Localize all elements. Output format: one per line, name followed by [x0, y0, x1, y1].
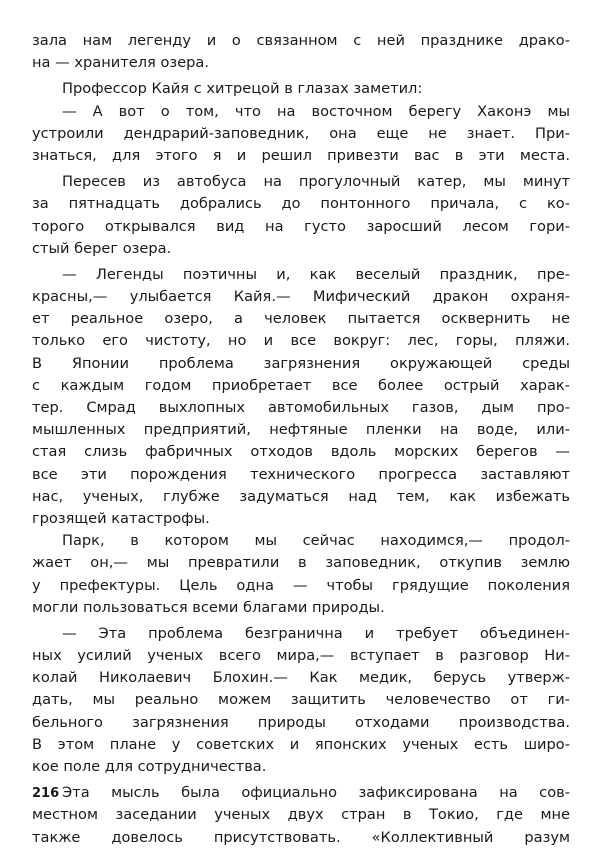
text-line: торого открывался вид на густо заросший лесом гори- [32, 217, 570, 235]
text-line: у префектуры. Цель одна — чтобы грядущие поколения [32, 576, 570, 594]
paragraph [32, 623, 570, 778]
text-line: также довелось присутствовать. «Коллективный разум [32, 828, 570, 846]
text-line: мышленных предприятий, нефтяные пленки на воде, или- [32, 421, 570, 439]
text-line: местном заседании ученых двух стран в Токио, где мне [32, 806, 570, 824]
page-body [32, 30, 570, 849]
text-line: все эти порождения технического прогресса заставляют [32, 465, 570, 483]
text-line: ных усилий ученых всего мира,— вступает в разговор Ни- [32, 647, 570, 665]
text-line: знаться, для этого я и решил привезти вас в эти места. [32, 146, 570, 164]
text-line: В этом плане у советских и японских ученых есть широ- [32, 735, 570, 753]
text-line: Пересев из автобуса на прогулочный катер, мы минут [62, 173, 570, 191]
text-line: ет реальное озеро, а человек пытается осквернить не [32, 310, 570, 328]
text-line: жает он,— мы превратили в заповедник, откупив землю [32, 554, 570, 572]
paragraph [32, 264, 570, 530]
text-line: устроили дендрарий-заповедник, она еще не знает. При- [32, 124, 570, 142]
text-line: Профессор Кайя с хитрецой в глазах заметил: [62, 80, 423, 98]
page-number: 216 [32, 786, 60, 801]
text-line: бельного загрязнения природы отходами производства. [32, 713, 570, 731]
text-line: стый берег озера. [32, 239, 172, 257]
text-line: грозящей катастрофы. [32, 509, 210, 527]
paragraph [32, 530, 570, 619]
text-line: — Легенды поэтичны и, как веселый праздник, пре- [62, 265, 570, 283]
text-line: за пятнадцать добрались до понтонного причала, с ко- [32, 195, 570, 213]
text-line: — Эта проблема безгранична и требует объединен- [62, 624, 570, 642]
paragraph [32, 782, 570, 849]
text-line: В Японии проблема загрязнения окружающей среды [32, 354, 570, 372]
paragraph [32, 101, 570, 168]
text-line: красны,— улыбается Кайя.— Мифический дракон охраня- [32, 288, 570, 306]
text-line: — А вот о том, что на восточном берегу Хаконэ мы [62, 102, 570, 120]
text-line: кое поле для сотрудничества. [32, 758, 267, 775]
text-line: нас, ученых, глубже задуматься над тем, как избежать [32, 487, 570, 505]
text-line: тер. Смрад выхлопных автомобильных газов, дым про- [32, 399, 570, 416]
text-line: с каждым годом приобретает все более острый харак- [32, 376, 570, 394]
text-line: стая слизь фабричных отходов вдоль морских берегов — [32, 443, 570, 461]
text-line: только его чистоту, но и все вокруг: лес, горы, пляжи. [32, 332, 570, 350]
text-line: могли пользоваться всеми благами природы. [32, 598, 385, 616]
paragraph [32, 171, 570, 260]
text-line: Парк, в котором мы сейчас находимся,— продол- [62, 532, 570, 550]
paragraph [32, 30, 570, 74]
paragraph [32, 78, 570, 100]
text-line: колай Николаевич Блохин.— Как медик, берусь утверж- [32, 669, 570, 687]
text-line: на — хранителя озера. [32, 54, 209, 72]
text-line: Эта мысль была официально зафиксирована на сов- [62, 784, 570, 802]
text-line: дать, мы реально можем защитить человечество от ги- [32, 691, 570, 709]
text-line: зала нам легенду и о связанном с ней празднике драко- [32, 32, 570, 49]
